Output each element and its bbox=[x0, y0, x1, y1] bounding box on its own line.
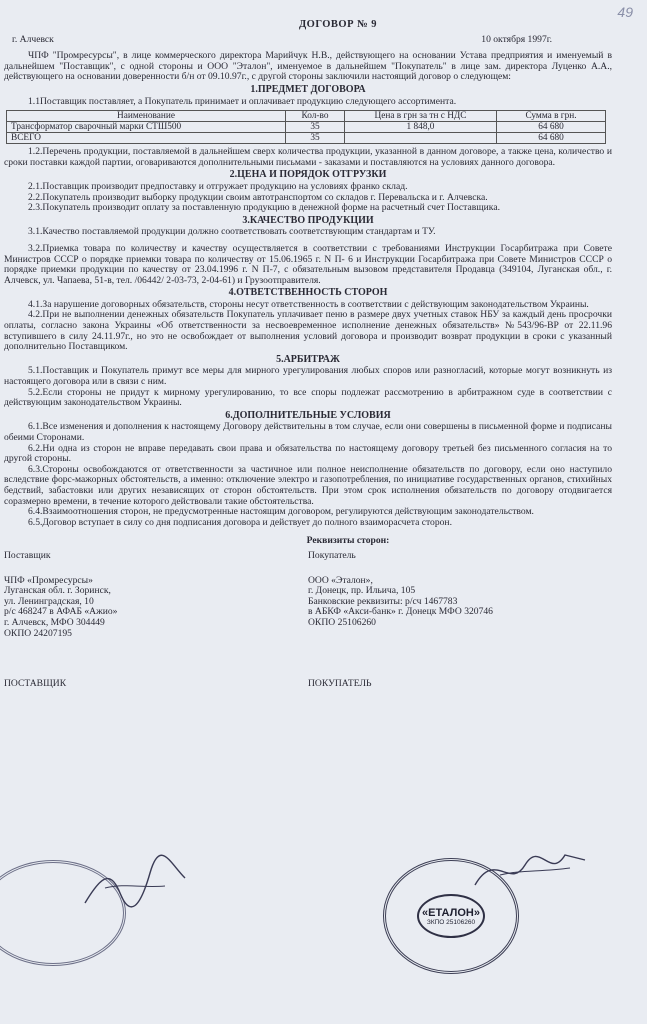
product-table bbox=[6, 110, 606, 144]
clause-6-2: 6.2.Ни одна из сторон не вправе передавать свои права и обязательства по настоящему договору третьей без письменного согласия на то другой стороны. bbox=[4, 442, 612, 465]
clause-6-5: 6.5.Договор вступает в силу со дня подписания договора и действует до полного взаиморасчета сторон. bbox=[28, 516, 452, 528]
clause-2-3: 2.3.Покупатель производит оплату за поставленную продукцию в денежной форме на расчетный счет Поставщика. bbox=[28, 202, 500, 214]
document-title: ДОГОВОР № 9 bbox=[298, 19, 378, 30]
table-header-cell: Наименование bbox=[7, 111, 286, 122]
table-header-row bbox=[7, 111, 606, 122]
buyer-line: Банковские реквизиты: р/сч 1467783 bbox=[308, 595, 458, 607]
supplier-line: Луганская обл. г. Зоринск, bbox=[4, 585, 111, 597]
table-cell: Трансформатор сварочный марки СТШ500 bbox=[7, 122, 286, 133]
buyer-line: ООО «Эталон», bbox=[308, 574, 373, 586]
section-2-title: 2.ЦЕНА И ПОРЯДОК ОТГРУЗКИ bbox=[229, 169, 387, 181]
date: 10 октября 1997г. bbox=[481, 33, 552, 45]
supplier-line: ул. Ленинградская, 10 bbox=[4, 595, 94, 607]
city: г. Алчевск bbox=[12, 33, 54, 45]
table-cell: 35 bbox=[286, 122, 345, 133]
table-cell bbox=[345, 133, 497, 144]
preamble: ЧПФ "Промресурсы", в лице коммерческого директора Марийчук Н.В., действующего на основании Устава предприятия и именуемый в дальнейшем "Поставщик", с одной стороны и ООО "Эталон", именуемое в дальнейшем "Покупатель" в лице зам. директора Луценко А.А., действующего на основании доверенности б/н от 09.10.97г., с другой стороны заключили настоящий договор о следующем: bbox=[4, 50, 612, 83]
stamp-brand: «ЕТАЛОН» bbox=[422, 906, 480, 919]
stamp-code: ЗКПО 25106260 bbox=[426, 918, 476, 926]
clause-4-1: 4.1.За нарушение договорных обязательств, стороны несут ответственность в соответствии с действующим законодательством Украины. bbox=[28, 298, 589, 310]
supplier-signature-label: ПОСТАВЩИК bbox=[4, 678, 67, 690]
table-header-cell: Сумма в грн. bbox=[497, 111, 606, 122]
table-header-cell: Цена в грн за тн с НДС bbox=[345, 111, 497, 122]
supplier-line: г. Алчевск, МФО 304449 bbox=[4, 616, 105, 628]
table-cell: 1 848,0 bbox=[345, 122, 497, 133]
table-row bbox=[7, 133, 606, 144]
parties-block bbox=[4, 551, 612, 690]
supplier-block bbox=[4, 551, 304, 690]
supplier-heading: Поставщик bbox=[4, 549, 51, 561]
table-header-cell: Кол-во bbox=[286, 111, 345, 122]
section-1-title: 1.ПРЕДМЕТ ДОГОВОРА bbox=[250, 83, 366, 95]
buyer-line: в АБКФ «Акси-банк» г. Донецк МФО 320746 bbox=[308, 606, 493, 618]
clause-3-2: 3.2.Приемка товара по количеству и качеству осуществляется в соответствии с требованиями Инструкции Госарбитража при Совете Министров СССР о порядке приемки товара по количеству от 15.06.1965 г. N П- 6 и Инструкции Госарбитража при Совете Министров СССР о порядке приемки продукции по качеству от 23.04.1996 г. N П-7, с обязательным вызовом представителя Продавца (349104, Луганская обл., г. Алчевск, ул. Чапаева, 51-в, тел. /06442/ 2-03-73, 2-04-61) и Грузоотправителя. bbox=[4, 242, 612, 286]
supplier-line: ОКПО 24207195 bbox=[4, 627, 72, 639]
table-cell: 35 bbox=[286, 133, 345, 144]
requisites-title: Реквизиты сторон: bbox=[306, 535, 390, 547]
buyer-line: ОКПО 25106260 bbox=[308, 616, 376, 628]
table-cell: 64 680 bbox=[497, 133, 606, 144]
clause-5-1: 5.1.Поставщик и Покупатель примут все меры для мирного урегулирования любых споров или разногласий, которые могут возникнуть из настоящего договора или в связи с ним. bbox=[4, 365, 612, 388]
contract-body bbox=[4, 20, 612, 690]
buyer-signature bbox=[470, 840, 590, 900]
clause-1-1: 1.1Поставщик поставляет, а Покупатель принимает и оплачивает продукцию следующего ассортимента. bbox=[28, 95, 457, 107]
clause-2-1: 2.1.Поставщик производит предпоставку и отгружает продукцию на условиях франко склад. bbox=[28, 180, 408, 192]
clause-6-3: 6.3.Стороны освобождаются от ответственности за частичное или полное неисполнение обязательств по договору, если оно наступило вследствие форс-мажорных обстоятельств, а именно: отключение электро и газопотребления, по инициативе государственных органов, стихийных бедствий, забастовки или других независящих от сторон обстоятельств. При этом срок исполнения обязательств по договору отодвигается соразмерно времени, в течение которого действовали такие обстоятельства. bbox=[4, 463, 612, 507]
supplier-signature bbox=[80, 848, 190, 918]
table-cell: 64 680 bbox=[497, 122, 606, 133]
section-4-title: 4.ОТВЕТСТВЕННОСТЬ СТОРОН bbox=[228, 287, 388, 299]
supplier-line: р/с 468247 в АФАБ «Ажио» bbox=[4, 606, 118, 618]
supplier-line: ЧПФ «Промресурсы» bbox=[4, 574, 93, 586]
clause-3-1: 3.1.Качество поставляемой продукции должно соответствовать соответствующим стандартам и ТУ. bbox=[28, 226, 436, 238]
clause-1-2: 1.2.Перечень продукции, поставляемой в дальнейшем сверх количества продукции, указанной в данном договоре, а также цена, количество и сроки поставки каждой партии, оговариваются дополнительными письмами - заказами и поставляются на условиях данного договора. bbox=[4, 146, 612, 168]
stamp-center bbox=[417, 894, 485, 938]
buyer-line: г. Донецк, пр. Ильича, 105 bbox=[308, 585, 416, 597]
section-3-title: 3.КАЧЕСТВО ПРОДУКЦИИ bbox=[242, 214, 374, 226]
place-date-row bbox=[4, 35, 612, 46]
clause-4-2: 4.2.При не выполнении денежных обязательств Покупатель уплачивает пеню в размере двух учетных ставок НБУ за каждый день просрочки оплаты, согласно закона Украины «Об ответственности за несвоевременное исполнение денежных обязательств» №543/96-ВР от 22.11.96 вступившего в силу 24.11.97г., но это не освобождает от выполнения условий договора и производит возврат продукции в сроки с указанный дополнительно Поставщиком. bbox=[4, 309, 612, 353]
section-5-title: 5.АРБИТРАЖ bbox=[276, 353, 340, 365]
table-cell: ВСЕГО bbox=[7, 133, 286, 144]
clause-6-4: 6.4.Взаимоотношения сторон, не предусмотренные настоящим договором, регулируются действующим законодательством. bbox=[28, 506, 534, 518]
buyer-heading: Покупатель bbox=[308, 549, 356, 561]
section-6-title: 6.ДОПОЛНИТЕЛЬНЫЕ УСЛОВИЯ bbox=[225, 409, 391, 421]
table-row bbox=[7, 122, 606, 133]
clause-6-1: 6.1.Все изменения и дополнения к настоящему Договору действительны в том случае, если они совершены в письменной форме и подписаны обеими Сторонами. bbox=[4, 421, 612, 443]
buyer-block bbox=[304, 551, 608, 690]
page-number: 49 bbox=[617, 4, 633, 20]
clause-5-2: 5.2.Если стороны не придут к мирному урегулированию, то все споры подлежат рассмотрению в арбитражном суде в соответствии с действующим законодательством Украины. bbox=[4, 386, 612, 409]
clause-2-2: 2.2.Покупатель производит выборку продукции своим автотранспортом со складов г. Перевальска и г. Алчевска. bbox=[28, 191, 488, 203]
buyer-signature-label: ПОКУПАТЕЛЬ bbox=[308, 678, 372, 690]
